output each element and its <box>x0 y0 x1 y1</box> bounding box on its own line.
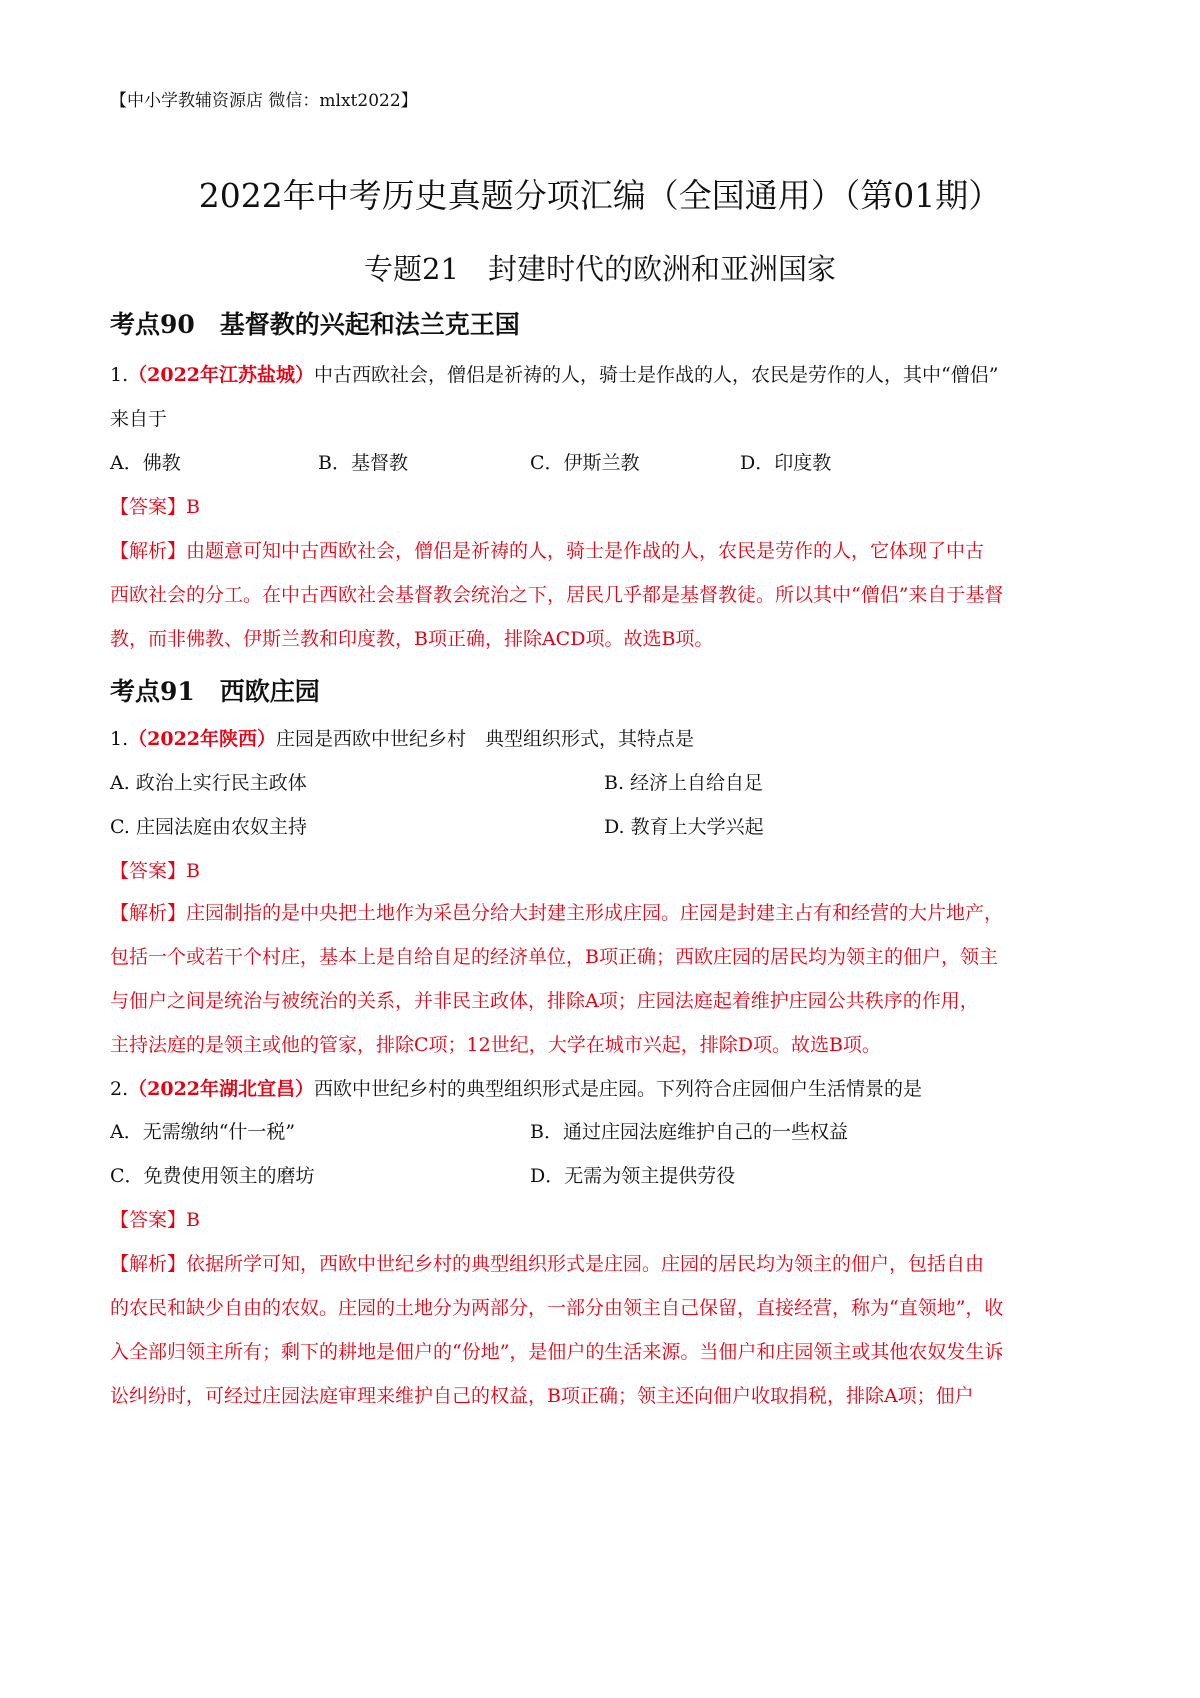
analysis-line: 入全部归领主所有；剩下的耕地是佃户的“份地”，是佃户的生活来源。当佃户和庄园领主或其他农奴发生诉 <box>110 1341 1004 1363</box>
analysis-line: 【解析】由题意可知中古西欧社会，僧侣是祈祷的人，骑士是作战的人，农民是劳作的人，它体现了中古 <box>110 540 985 562</box>
option-b: B．通过庄园法庭维护自己的一些权益 <box>530 1121 848 1143</box>
analysis-line: 与佃户之间是统治与被统治的关系，并非民主政体，排除A项；庄园法庭起着维护庄园公共秩序的作用， <box>110 990 979 1012</box>
option-c: C．伊斯兰教 <box>530 452 640 474</box>
question-text: 庄园是西欧中世纪乡村 典型组织形式，其特点是 <box>276 728 695 750</box>
analysis-line: 的农民和缺少自由的农奴。庄园的土地分为两部分，一部分由领主自己保留，直接经营，称为“直领地”，收 <box>110 1297 1004 1319</box>
analysis-line: 主持法庭的是领主或他的管家，排除C项；12世纪，大学在城市兴起，排除D项。故选B项。 <box>110 1034 881 1056</box>
analysis-line: 【解析】依据所学可知，西欧中世纪乡村的典型组织形式是庄园。庄园的居民均为领主的佃户，包括自由 <box>110 1253 985 1275</box>
header-note: 【中小学教辅资源店 微信：mlxt2022】 <box>110 91 418 111</box>
analysis-line: 西欧社会的分工。在中古西欧社会基督教会统治之下，居民几乎都是基督教徒。所以其中“僧侣”来自于基督 <box>110 584 1004 606</box>
document-title: 2022年中考历史真题分项汇编（全国通用）（第01期） <box>198 176 1002 215</box>
question-text: 中古西欧社会，僧侣是祈祷的人，骑士是作战的人，农民是劳作的人，其中“僧侣” <box>314 364 999 386</box>
section-title-90: 考点90 基督教的兴起和法兰克王国 <box>110 310 520 339</box>
question-stem <box>110 724 694 751</box>
analysis-line: 包括一个或若干个村庄，基本上是自给自足的经济单位，B项正确；西欧庄园的居民均为领主的佃户，领主 <box>110 946 998 968</box>
option-b: B. 经济上自给自足 <box>604 772 764 794</box>
option-b: B．基督教 <box>318 452 408 474</box>
question-source: （2022年江苏盐城） <box>128 364 315 386</box>
analysis-line: 教，而非佛教、伊斯兰教和印度教，B项正确，排除ACD项。故选B项。 <box>110 628 714 650</box>
question-number: 1. <box>110 728 129 750</box>
analysis-line: 讼纠纷时，可经过庄园法庭审理来维护自己的权益，B项正确；领主还向佃户收取捐税，排除A项；佃户 <box>110 1385 974 1407</box>
question-number: 2. <box>110 1078 129 1100</box>
answer: 【答案】B <box>110 860 200 882</box>
question-text: 西欧中世纪乡村的典型组织形式是庄园。下列符合庄园佃户生活情景的是 <box>314 1078 923 1100</box>
option-c: C. 庄园法庭由农奴主持 <box>110 816 307 838</box>
answer: 【答案】B <box>110 1209 200 1231</box>
option-d: D．无需为领主提供劳役 <box>530 1165 736 1187</box>
answer: 【答案】B <box>110 496 200 518</box>
question-source: （2022年湖北宜昌） <box>128 1078 315 1100</box>
question-number: 1. <box>110 364 129 386</box>
question-stem-continued: 来自于 <box>110 408 168 430</box>
option-d: D. 教育上大学兴起 <box>604 816 764 838</box>
analysis-line: 【解析】庄园制指的是中央把土地作为采邑分给大封建主形成庄园。庄园是封建主占有和经营的大片地产， <box>110 902 1004 924</box>
option-a: A. 政治上实行民主政体 <box>110 772 307 794</box>
document-subtitle: 专题21 封建时代的欧洲和亚洲国家 <box>364 252 836 286</box>
option-a: A．无需缴纳“什一税” <box>110 1121 296 1143</box>
question-stem <box>110 1074 922 1101</box>
section-title-91: 考点91 西欧庄园 <box>110 677 320 706</box>
option-c: C．免费使用领主的磨坊 <box>110 1165 315 1187</box>
question-source: （2022年陕西） <box>128 728 277 750</box>
option-d: D．印度教 <box>740 452 832 474</box>
question-stem <box>110 360 998 387</box>
option-a: A．佛教 <box>110 452 181 474</box>
